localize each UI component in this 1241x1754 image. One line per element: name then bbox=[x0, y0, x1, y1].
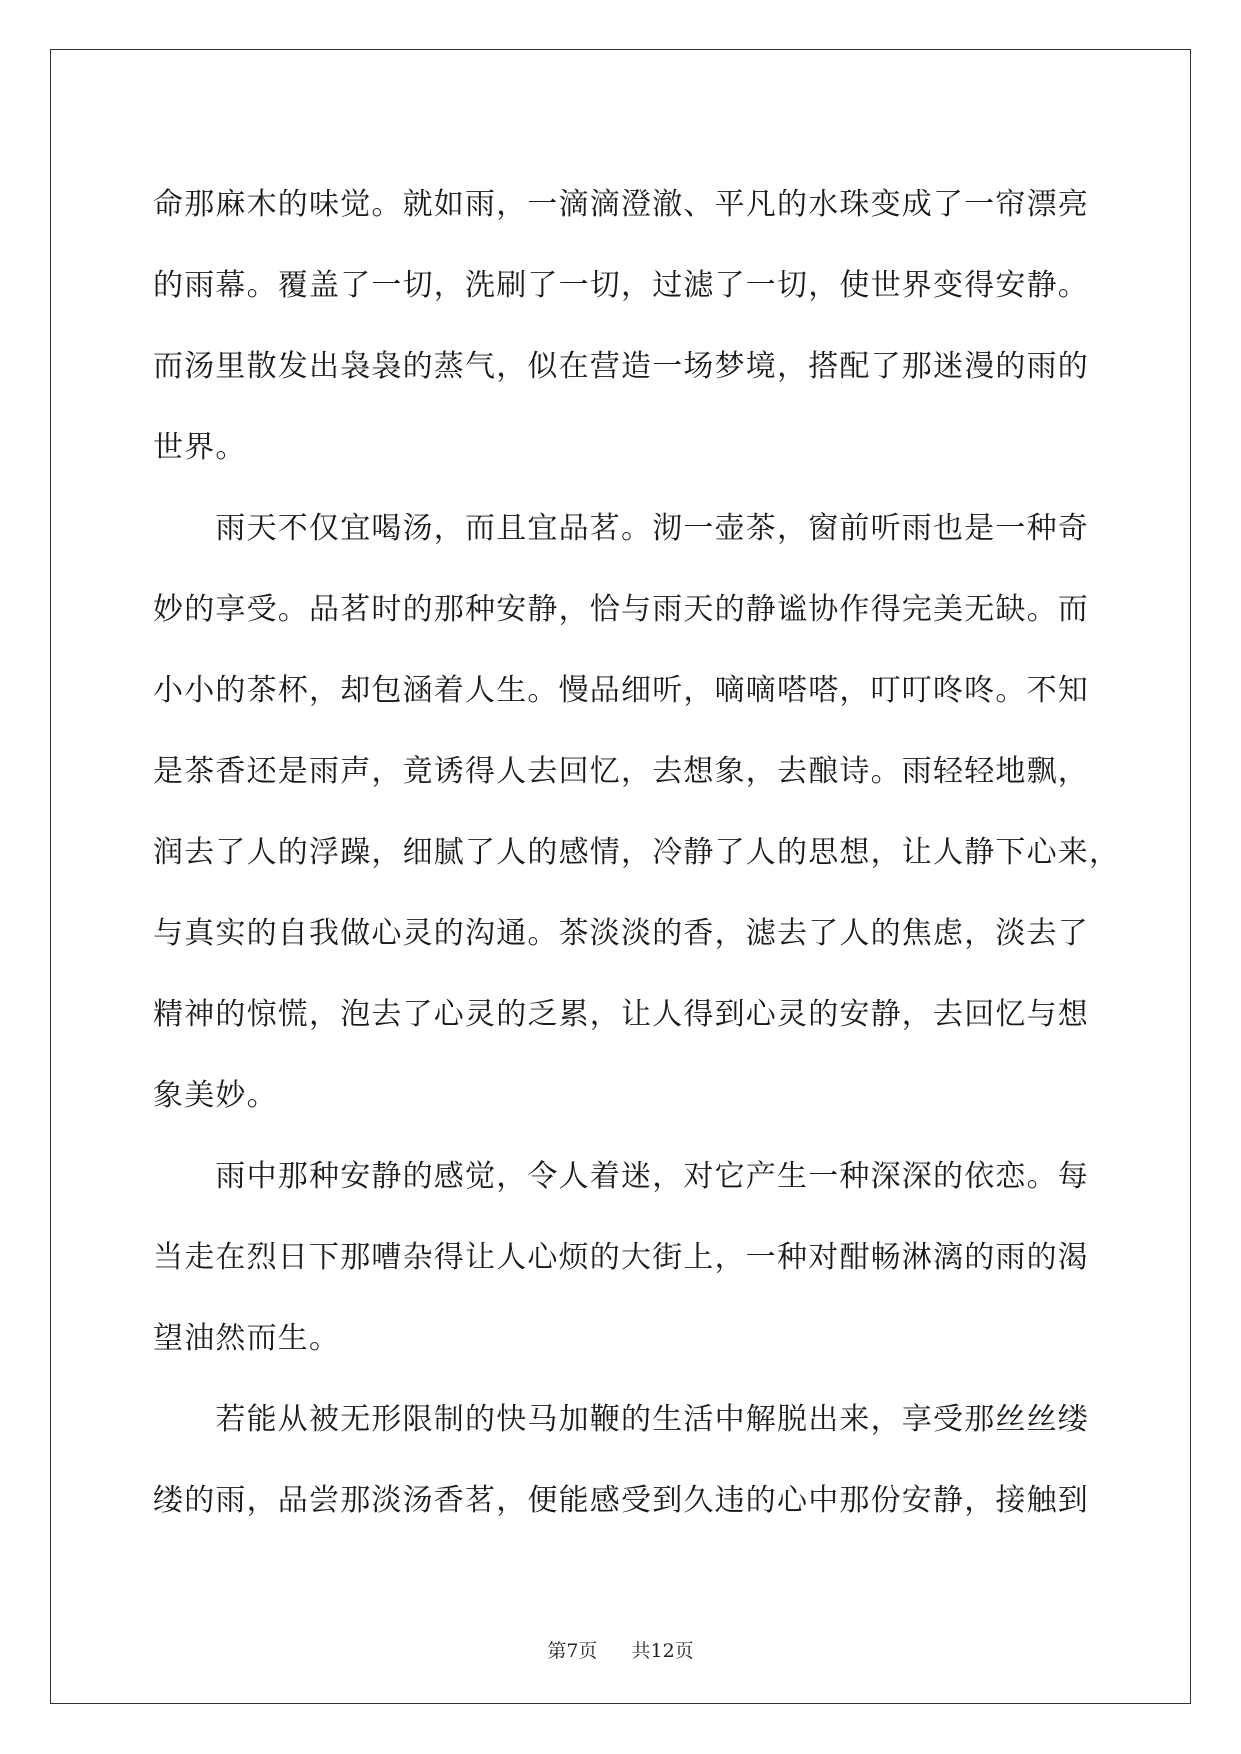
text-line: 与真实的自我做心灵的沟通。茶淡淡的香，滤去了人的焦虑，淡去了 bbox=[153, 916, 1089, 951]
text-line: 命那麻木的味觉。就如雨，一滴滴澄澈、平凡的水珠变成了一帘漂亮 bbox=[153, 187, 1089, 222]
page-number-total: 共12页 bbox=[631, 1640, 694, 1662]
text-line: 雨中那种安静的感觉，令人着迷，对它产生一种深深的依恋。每 bbox=[153, 1159, 1089, 1194]
text-line: 雨天不仅宜喝汤，而且宜品茗。沏一壶茶，窗前听雨也是一种奇 bbox=[153, 511, 1089, 546]
text-line: 妙的享受。品茗时的那种安静，恰与雨天的静谧协作得完美无缺。而 bbox=[153, 592, 1089, 627]
text-line: 当走在烈日下那嘈杂得让人心烦的大街上，一种对酣畅淋漓的雨的渴 bbox=[153, 1240, 1089, 1275]
page-number-current: 第7页 bbox=[547, 1640, 598, 1662]
text-line: 润去了人的浮躁，细腻了人的感情，冷静了人的思想，让人静下心来， bbox=[153, 835, 1121, 870]
text-line: 是茶香还是雨声，竟诱得人去回忆，去想象，去酿诗。雨轻轻地飘， bbox=[153, 754, 1089, 789]
text-line: 象美妙。 bbox=[153, 1078, 278, 1113]
text-line: 缕的雨，品尝那淡汤香茗，便能感受到久违的心中那份安静，接触到 bbox=[153, 1483, 1089, 1518]
document-body bbox=[153, 164, 1121, 1541]
text-line: 望油然而生。 bbox=[153, 1321, 341, 1356]
text-line: 精神的惊慌，泡去了心灵的乏累，让人得到心灵的安静，去回忆与想 bbox=[153, 997, 1089, 1032]
page-footer bbox=[0, 1636, 1241, 1663]
text-line: 的雨幕。覆盖了一切，洗刷了一切，过滤了一切，使世界变得安静。 bbox=[153, 268, 1089, 303]
text-line: 而汤里散发出袅袅的蒸气，似在营造一场梦境，搭配了那迷漫的雨的 bbox=[153, 349, 1089, 384]
text-line: 世界。 bbox=[153, 430, 247, 465]
text-line: 小小的茶杯，却包涵着人生。慢品细听，嘀嘀嗒嗒，叮叮咚咚。不知 bbox=[153, 673, 1089, 708]
text-line: 若能从被无形限制的快马加鞭的生活中解脱出来，享受那丝丝缕 bbox=[153, 1402, 1089, 1437]
